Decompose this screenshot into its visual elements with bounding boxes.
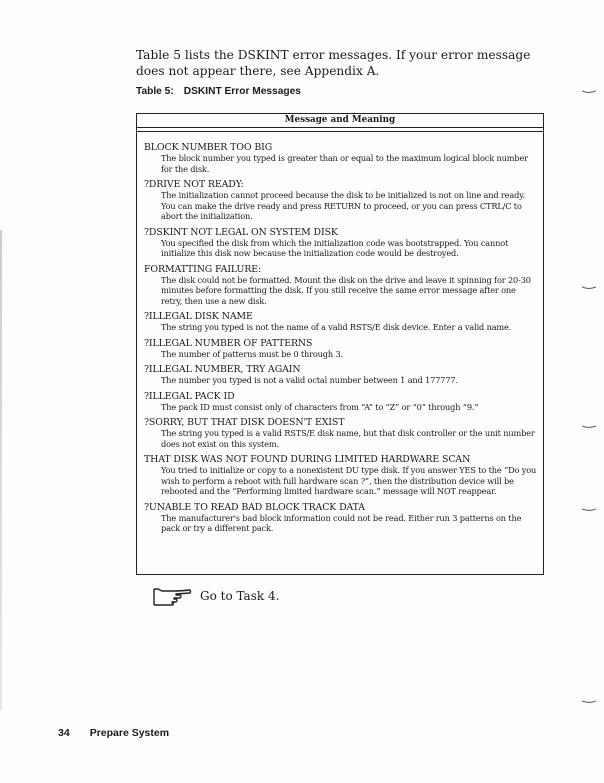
table-row bbox=[144, 391, 537, 413]
error-messages-table bbox=[136, 113, 544, 575]
error-message: FORMATTING FAILURE: bbox=[144, 263, 262, 275]
error-message: BLOCK NUMBER TOO BIG bbox=[144, 142, 273, 153]
table-caption bbox=[136, 86, 301, 97]
error-meaning: The number you typed is not a valid octal number between 1 and 177777. bbox=[161, 375, 458, 385]
error-meaning: The block number you typed is greater than or equal to the maximum logical block number for the disk. bbox=[161, 153, 528, 174]
table-column-header: Message and Meaning bbox=[137, 114, 543, 128]
margin-mark bbox=[582, 286, 596, 290]
goto-text: Go to Task 4. bbox=[200, 589, 280, 603]
error-meaning: The number of patterns must be 0 through 3. bbox=[161, 348, 343, 359]
margin-mark bbox=[582, 425, 596, 429]
table-row bbox=[144, 364, 537, 386]
error-meaning: You specified the disk from which the initialization code was bootstrapped. You cannot initialize this disk now because the initialization code would be destroyed. bbox=[161, 237, 509, 258]
error-meaning: The string you typed is not the name of a valid RSTS/E disk device. Enter a valid name. bbox=[161, 322, 512, 332]
error-meaning: The manufacturer's bad block information could not be read. Either run 3 patterns on the pack or try a different pack. bbox=[161, 512, 522, 533]
table-row bbox=[144, 179, 537, 222]
table-row bbox=[144, 502, 537, 534]
table-title: DSKINT Error Messages bbox=[183, 86, 301, 97]
table-row bbox=[144, 264, 537, 307]
table-row bbox=[144, 227, 537, 259]
error-message: ?SORRY, BUT THAT DISK DOESN'T EXIST bbox=[144, 417, 345, 428]
table-row bbox=[144, 142, 537, 174]
margin-mark bbox=[582, 508, 596, 512]
table-row bbox=[144, 417, 537, 449]
margin-mark bbox=[582, 700, 596, 704]
table-row bbox=[144, 311, 537, 333]
error-message: ?ILLEGAL NUMBER OF PATTERNS bbox=[144, 337, 313, 349]
table-body bbox=[137, 132, 543, 534]
error-message: ?DRIVE NOT READY: bbox=[144, 179, 244, 190]
error-meaning: The disk could not be formatted. Mount the disk on the drive and leave it spinning for 20-30 minutes before formatting the disk. If you still receive the same error message after one retry, then use a new disk. bbox=[161, 274, 531, 306]
footer-section: Prepare System bbox=[89, 727, 170, 739]
page-footer bbox=[58, 727, 169, 739]
pointing-hand-icon bbox=[152, 585, 192, 607]
table-number: Table 5: bbox=[136, 86, 174, 97]
table-row bbox=[144, 454, 537, 497]
intro-paragraph: Table 5 lists the DSKINT error messages. If your error message does not appear there, see Appendix A. bbox=[136, 48, 531, 78]
page-number: 34 bbox=[58, 727, 70, 739]
error-message: ?DSKINT NOT LEGAL ON SYSTEM DISK bbox=[144, 226, 338, 238]
error-message: ?ILLEGAL DISK NAME bbox=[144, 311, 253, 322]
error-message: ?ILLEGAL PACK ID bbox=[144, 390, 235, 402]
error-message: ?UNABLE TO READ BAD BLOCK TRACK DATA bbox=[144, 501, 365, 513]
page-edge-shadow bbox=[0, 230, 2, 710]
error-meaning: The pack ID must consist only of characters from “A” to “Z” or “0” through “9.” bbox=[161, 401, 479, 412]
margin-mark bbox=[582, 90, 596, 94]
error-meaning: You tried to initialize or copy to a nonexistent DU type disk. If you answer YES to the “Do you wish to perform a reboot with full hardware scan ?”, then the distribution device will be rebooted and the “Performing limited hardware scan.” message will NOT reappear. bbox=[161, 465, 537, 496]
error-meaning: The string you typed is a valid RSTS/E disk name, but that disk controller or the unit number does not exist on this system. bbox=[161, 428, 535, 449]
table-row bbox=[144, 338, 537, 360]
error-message: ?ILLEGAL NUMBER, TRY AGAIN bbox=[144, 364, 301, 375]
error-message: THAT DISK WAS NOT FOUND DURING LIMITED HARDWARE SCAN bbox=[144, 454, 471, 465]
goto-instruction bbox=[152, 585, 279, 607]
error-meaning: The initialization cannot proceed because the disk to be initialized is not on line and ready. You can make the drive ready and press RETURN to proceed, or you can press CTRL/C to abort the initialization. bbox=[161, 190, 526, 221]
